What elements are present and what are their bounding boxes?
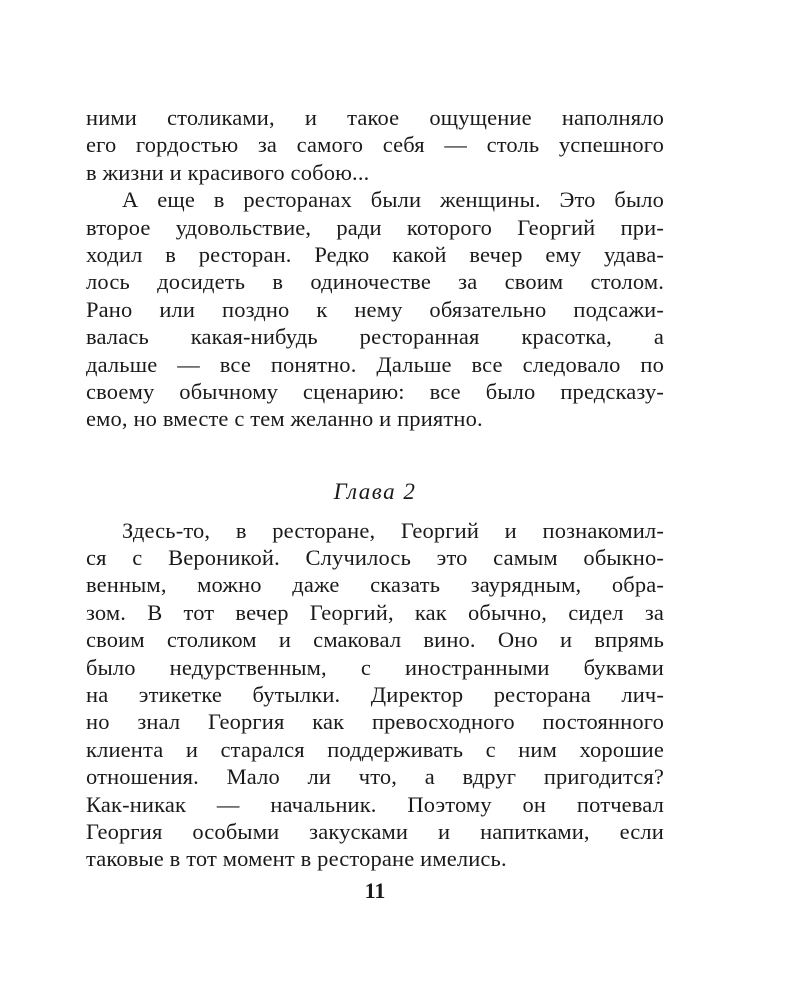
text-line: лось досидеть в одиночестве за своим столом.	[86, 269, 664, 295]
text-line: второе удовольствие, ради которого Георгий при-	[86, 214, 664, 240]
text-line: в жизни и красивого собою...	[86, 159, 370, 185]
text-line: было недурственным, с иностранными буквами	[86, 654, 664, 680]
text-line: отношения. Мало ли что, а вдруг пригодится?	[86, 764, 664, 790]
chapter-heading: Глава 2	[333, 478, 417, 504]
text-line: Георгия особыми закусками и напитками, если	[86, 818, 664, 844]
text-line: дальше — все понятно. Дальше все следовало по	[86, 351, 664, 377]
paragraph-continuation	[86, 104, 664, 186]
paragraph-women	[86, 186, 664, 433]
text-line: ними столиками, и такое ощущение наполняло	[86, 105, 664, 130]
text-line: своему обычному сценарию: все было предсказу-	[86, 378, 664, 404]
text-line: ся с Вероникой. Случилось это самым обыкно-	[86, 545, 664, 571]
text-line: венным, можно даже сказать заурядным, обра-	[86, 572, 664, 598]
text-line: таковые в тот момент в ресторане имелись.	[86, 846, 507, 872]
text-line: емо, но вместе с тем желанно и приятно.	[86, 406, 483, 432]
text-line: на этикетке бутылки. Директор ресторана лич-	[86, 682, 664, 708]
text-line: Как-никак — начальник. Поэтому он потчевал	[86, 791, 664, 817]
text-line: ходил в ресторан. Редко какой вечер ему удава-	[86, 241, 664, 267]
text-line: клиента и старался поддерживать с ним хорошие	[86, 736, 664, 762]
text-line: его гордостью за самого себя — столь успешного	[86, 132, 664, 158]
text-line: валась какая-нибудь ресторанная красотка, а	[86, 324, 664, 350]
text-line: зом. В тот вечер Георгий, как обычно, сидел за	[86, 599, 664, 625]
text-line: но знал Георгия как превосходного постоянного	[86, 709, 664, 735]
text-line: Здесь-то, в ресторане, Георгий и познакомил-	[122, 517, 664, 543]
page-number: 11	[364, 878, 386, 903]
text-line: Рано или поздно к нему обязательно подсажи-	[86, 296, 664, 322]
text-line: своим столиком и смаковал вино. Оно и впрямь	[86, 627, 664, 653]
page-body	[86, 104, 664, 873]
paragraph-veronika	[86, 517, 664, 873]
text-line: А еще в ресторанах были женщины. Это было	[122, 187, 664, 213]
